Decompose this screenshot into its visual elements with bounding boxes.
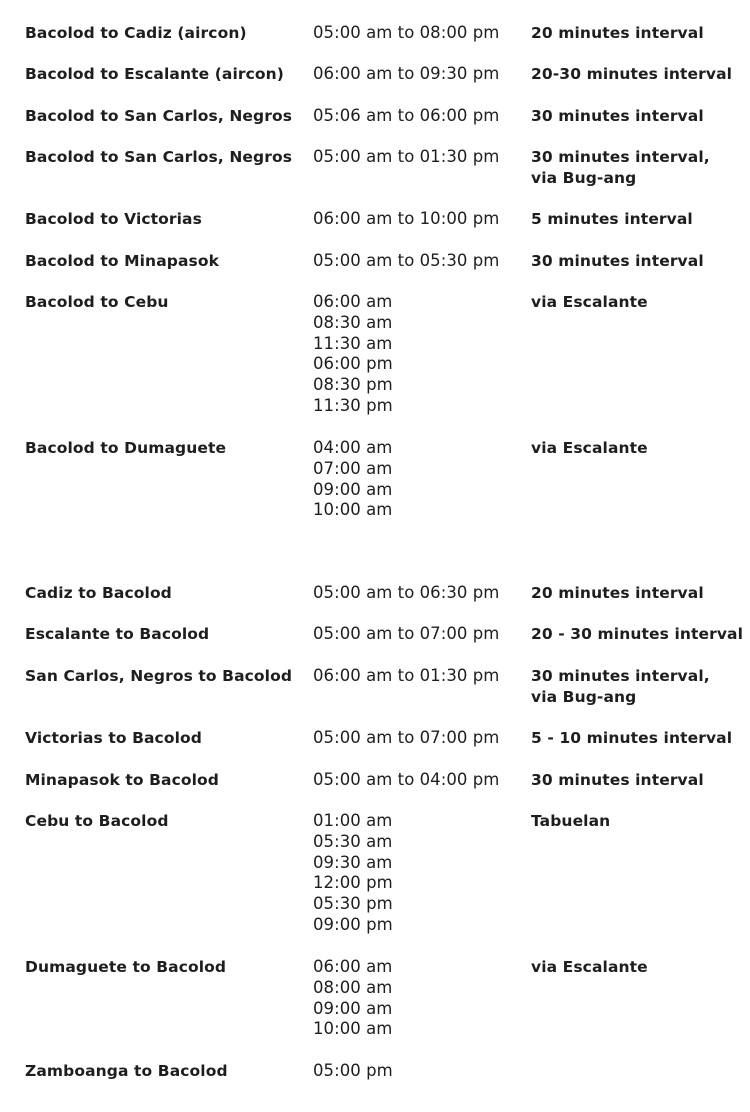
route-name: Bacolod to Escalante (aircon) <box>25 65 284 83</box>
departure-time: 05:00 am to 05:30 pm <box>313 251 500 270</box>
departure-time: 11:30 am <box>313 333 393 353</box>
route-note <box>531 666 710 708</box>
departure-time: 04:00 am <box>313 438 393 457</box>
departure-times <box>313 64 499 85</box>
departure-time: 06:00 am <box>313 292 393 311</box>
route-name: Bacolod to Cadiz (aircon) <box>25 24 247 42</box>
note-line: 30 minutes interval, <box>531 667 710 685</box>
note-line: 20-30 minutes interval <box>531 65 733 83</box>
departure-time: 07:00 am <box>313 458 393 478</box>
route-note <box>531 438 648 459</box>
departure-time: 11:30 pm <box>313 395 393 415</box>
route-name: Bacolod to Dumaguete <box>25 439 227 457</box>
route-note <box>531 770 704 791</box>
departure-time: 10:00 am <box>313 500 393 520</box>
departure-times <box>313 811 393 936</box>
departure-times <box>313 106 499 127</box>
note-line: 20 minutes interval <box>531 24 704 42</box>
departure-time: 09:00 pm <box>313 914 393 934</box>
departure-time: 05:00 am to 08:00 pm <box>313 23 500 42</box>
route-note <box>531 147 710 189</box>
departure-times <box>313 583 499 604</box>
note-line: via Escalante <box>531 958 648 976</box>
departure-time: 05:00 am to 01:30 pm <box>313 147 500 166</box>
note-line: via Bug-ang <box>531 687 637 706</box>
departure-times <box>313 23 499 44</box>
departure-times <box>313 770 499 791</box>
route-note <box>531 624 743 645</box>
route-name: Bacolod to San Carlos, Negros <box>25 107 293 125</box>
note-line: 5 - 10 minutes interval <box>531 729 733 747</box>
departure-time: 08:00 am <box>313 977 393 997</box>
departure-time: 05:06 am to 06:00 pm <box>313 106 500 125</box>
departure-times <box>313 1061 393 1082</box>
note-line: via Escalante <box>531 293 648 311</box>
route-note <box>531 811 610 832</box>
route-name: Zamboanga to Bacolod <box>25 1062 228 1080</box>
departure-time: 06:00 am to 01:30 pm <box>313 666 500 685</box>
departure-times <box>313 147 499 168</box>
note-line: 30 minutes interval <box>531 771 704 789</box>
departure-time: 09:30 am <box>313 852 393 872</box>
departure-time: 05:00 am to 04:00 pm <box>313 770 500 789</box>
note-line: via Escalante <box>531 439 648 457</box>
departure-time: 05:00 am to 07:00 pm <box>313 728 500 747</box>
departure-times <box>313 209 499 230</box>
note-line: 20 - 30 minutes interval <box>531 625 744 643</box>
departure-times <box>313 438 392 521</box>
departure-times <box>313 251 499 272</box>
departure-time: 10:00 am <box>313 1019 393 1039</box>
departure-time: 06:00 am <box>313 957 393 976</box>
departure-time: 08:30 pm <box>313 375 393 395</box>
route-note <box>531 64 732 85</box>
route-note <box>531 106 704 127</box>
departure-times <box>313 728 499 749</box>
departure-time: 05:00 am to 07:00 pm <box>313 624 500 643</box>
departure-times <box>313 624 499 645</box>
departure-time: 06:00 pm <box>313 354 393 374</box>
departure-time: 01:00 am <box>313 811 393 830</box>
departure-time: 06:00 am to 09:30 pm <box>313 64 500 83</box>
route-note <box>531 209 693 230</box>
departure-time: 09:00 am <box>313 479 393 499</box>
route-name: Bacolod to Victorias <box>25 210 202 228</box>
departure-times <box>313 666 499 687</box>
route-name: Bacolod to Minapasok <box>25 252 219 270</box>
route-name: Bacolod to San Carlos, Negros <box>25 148 293 166</box>
note-line: 5 minutes interval <box>531 210 693 228</box>
route-name: Victorias to Bacolod <box>25 729 202 747</box>
route-name: Dumaguete to Bacolod <box>25 958 227 976</box>
route-name: Cebu to Bacolod <box>25 812 169 830</box>
note-line: Tabuelan <box>531 812 611 830</box>
route-name: Minapasok to Bacolod <box>25 771 219 789</box>
departure-time: 05:00 pm <box>313 1061 393 1080</box>
departure-times <box>313 292 393 417</box>
route-name: Cadiz to Bacolod <box>25 584 172 602</box>
note-line: via Bug-ang <box>531 168 637 187</box>
note-line: 30 minutes interval <box>531 252 704 270</box>
departure-time: 05:30 am <box>313 831 393 851</box>
route-name: Bacolod to Cebu <box>25 293 169 311</box>
route-note <box>531 957 648 978</box>
note-line: 30 minutes interval, <box>531 148 710 166</box>
departure-time: 12:00 pm <box>313 873 393 893</box>
note-line: 30 minutes interval <box>531 107 704 125</box>
route-note <box>531 583 704 604</box>
departure-time: 05:30 pm <box>313 894 393 914</box>
route-name: Escalante to Bacolod <box>25 625 210 643</box>
route-note <box>531 251 704 272</box>
route-note <box>531 292 648 313</box>
note-line: 20 minutes interval <box>531 584 704 602</box>
route-name: San Carlos, Negros to Bacolod <box>25 667 293 685</box>
route-note <box>531 728 732 749</box>
departure-times <box>313 957 392 1040</box>
departure-time: 09:00 am <box>313 998 393 1018</box>
departure-time: 05:00 am to 06:30 pm <box>313 583 500 602</box>
departure-time: 08:30 am <box>313 312 393 332</box>
route-note <box>531 23 704 44</box>
departure-time: 06:00 am to 10:00 pm <box>313 209 500 228</box>
